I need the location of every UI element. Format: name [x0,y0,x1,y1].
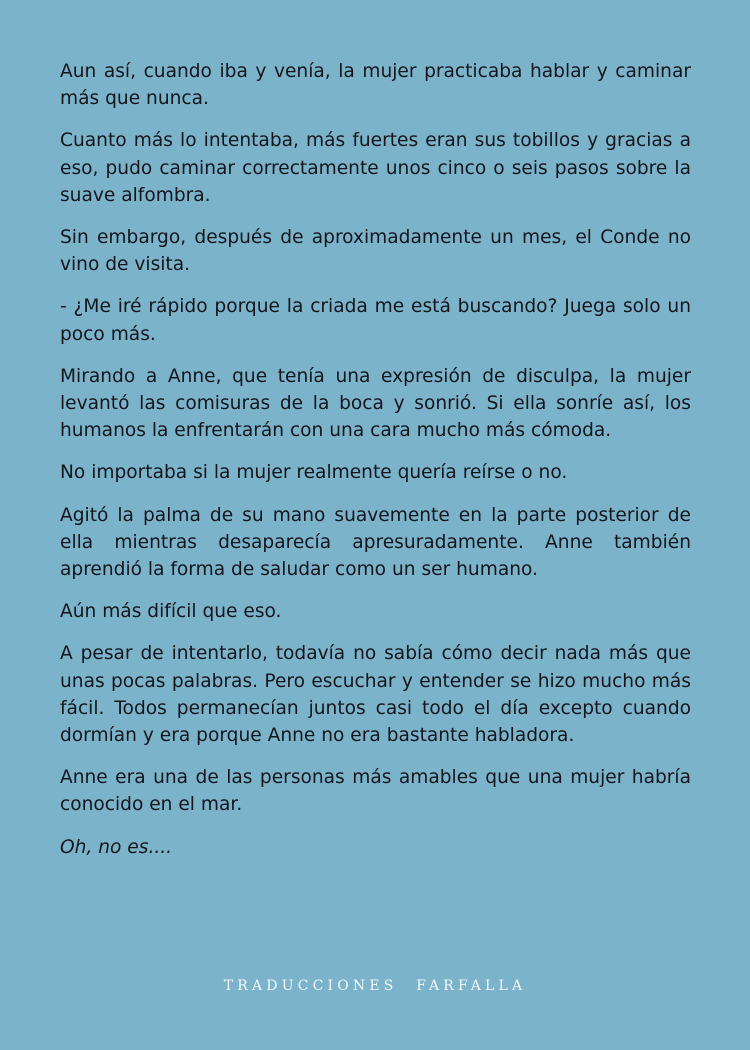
paragraph: Mirando a Anne, que tenía una expresión de disculpa, la mujer levantó las comisuras de la boca y sonrió. Si ella sonríe así, los humanos la enfrentarán con una cara mucho más cómoda. [60,365,691,442]
paragraph: Anne era una de las personas más amables que una mujer habría conocido en el mar. [60,767,691,816]
closing-italic-line: Oh, no es.... [60,836,173,858]
paragraph: Aun así, cuando iba y venía, la mujer practicaba hablar y caminar más que nunca. [60,61,691,110]
paragraph: A pesar de intentarlo, todavía no sabía cómo decir nada más que unas pocas palabras. Pero escuchar y entender se hizo mucho más fácil. Todos permanecían juntos casi todo el día excepto cuando dormían y era porque Anne no era bastante habladora. [60,643,691,747]
page-footer: TRADUCCIONES FARFALLA [223,978,527,994]
paragraph: Aún más difícil que eso. [60,601,282,623]
paragraph: No importaba si la mujer realmente quería reírse o no. [60,462,568,484]
paragraph: Sin embargo, después de aproximadamente un mes, el Conde no vino de visita. [60,227,691,276]
paragraph: Agitó la palma de su mano suavemente en la parte posterior de ella mientras desaparecía apresuradamente. Anne también aprendió la forma de saludar como un ser humano. [60,504,691,581]
paragraph: - ¿Me iré rápido porque la criada me está buscando? Juega solo un poco más. [60,296,691,345]
document-page [60,58,691,876]
paragraph: Cuanto más lo intentaba, más fuertes eran sus tobillos y gracias a eso, pudo caminar correctamente unos cinco o seis pasos sobre la suave alfombra. [60,130,691,206]
